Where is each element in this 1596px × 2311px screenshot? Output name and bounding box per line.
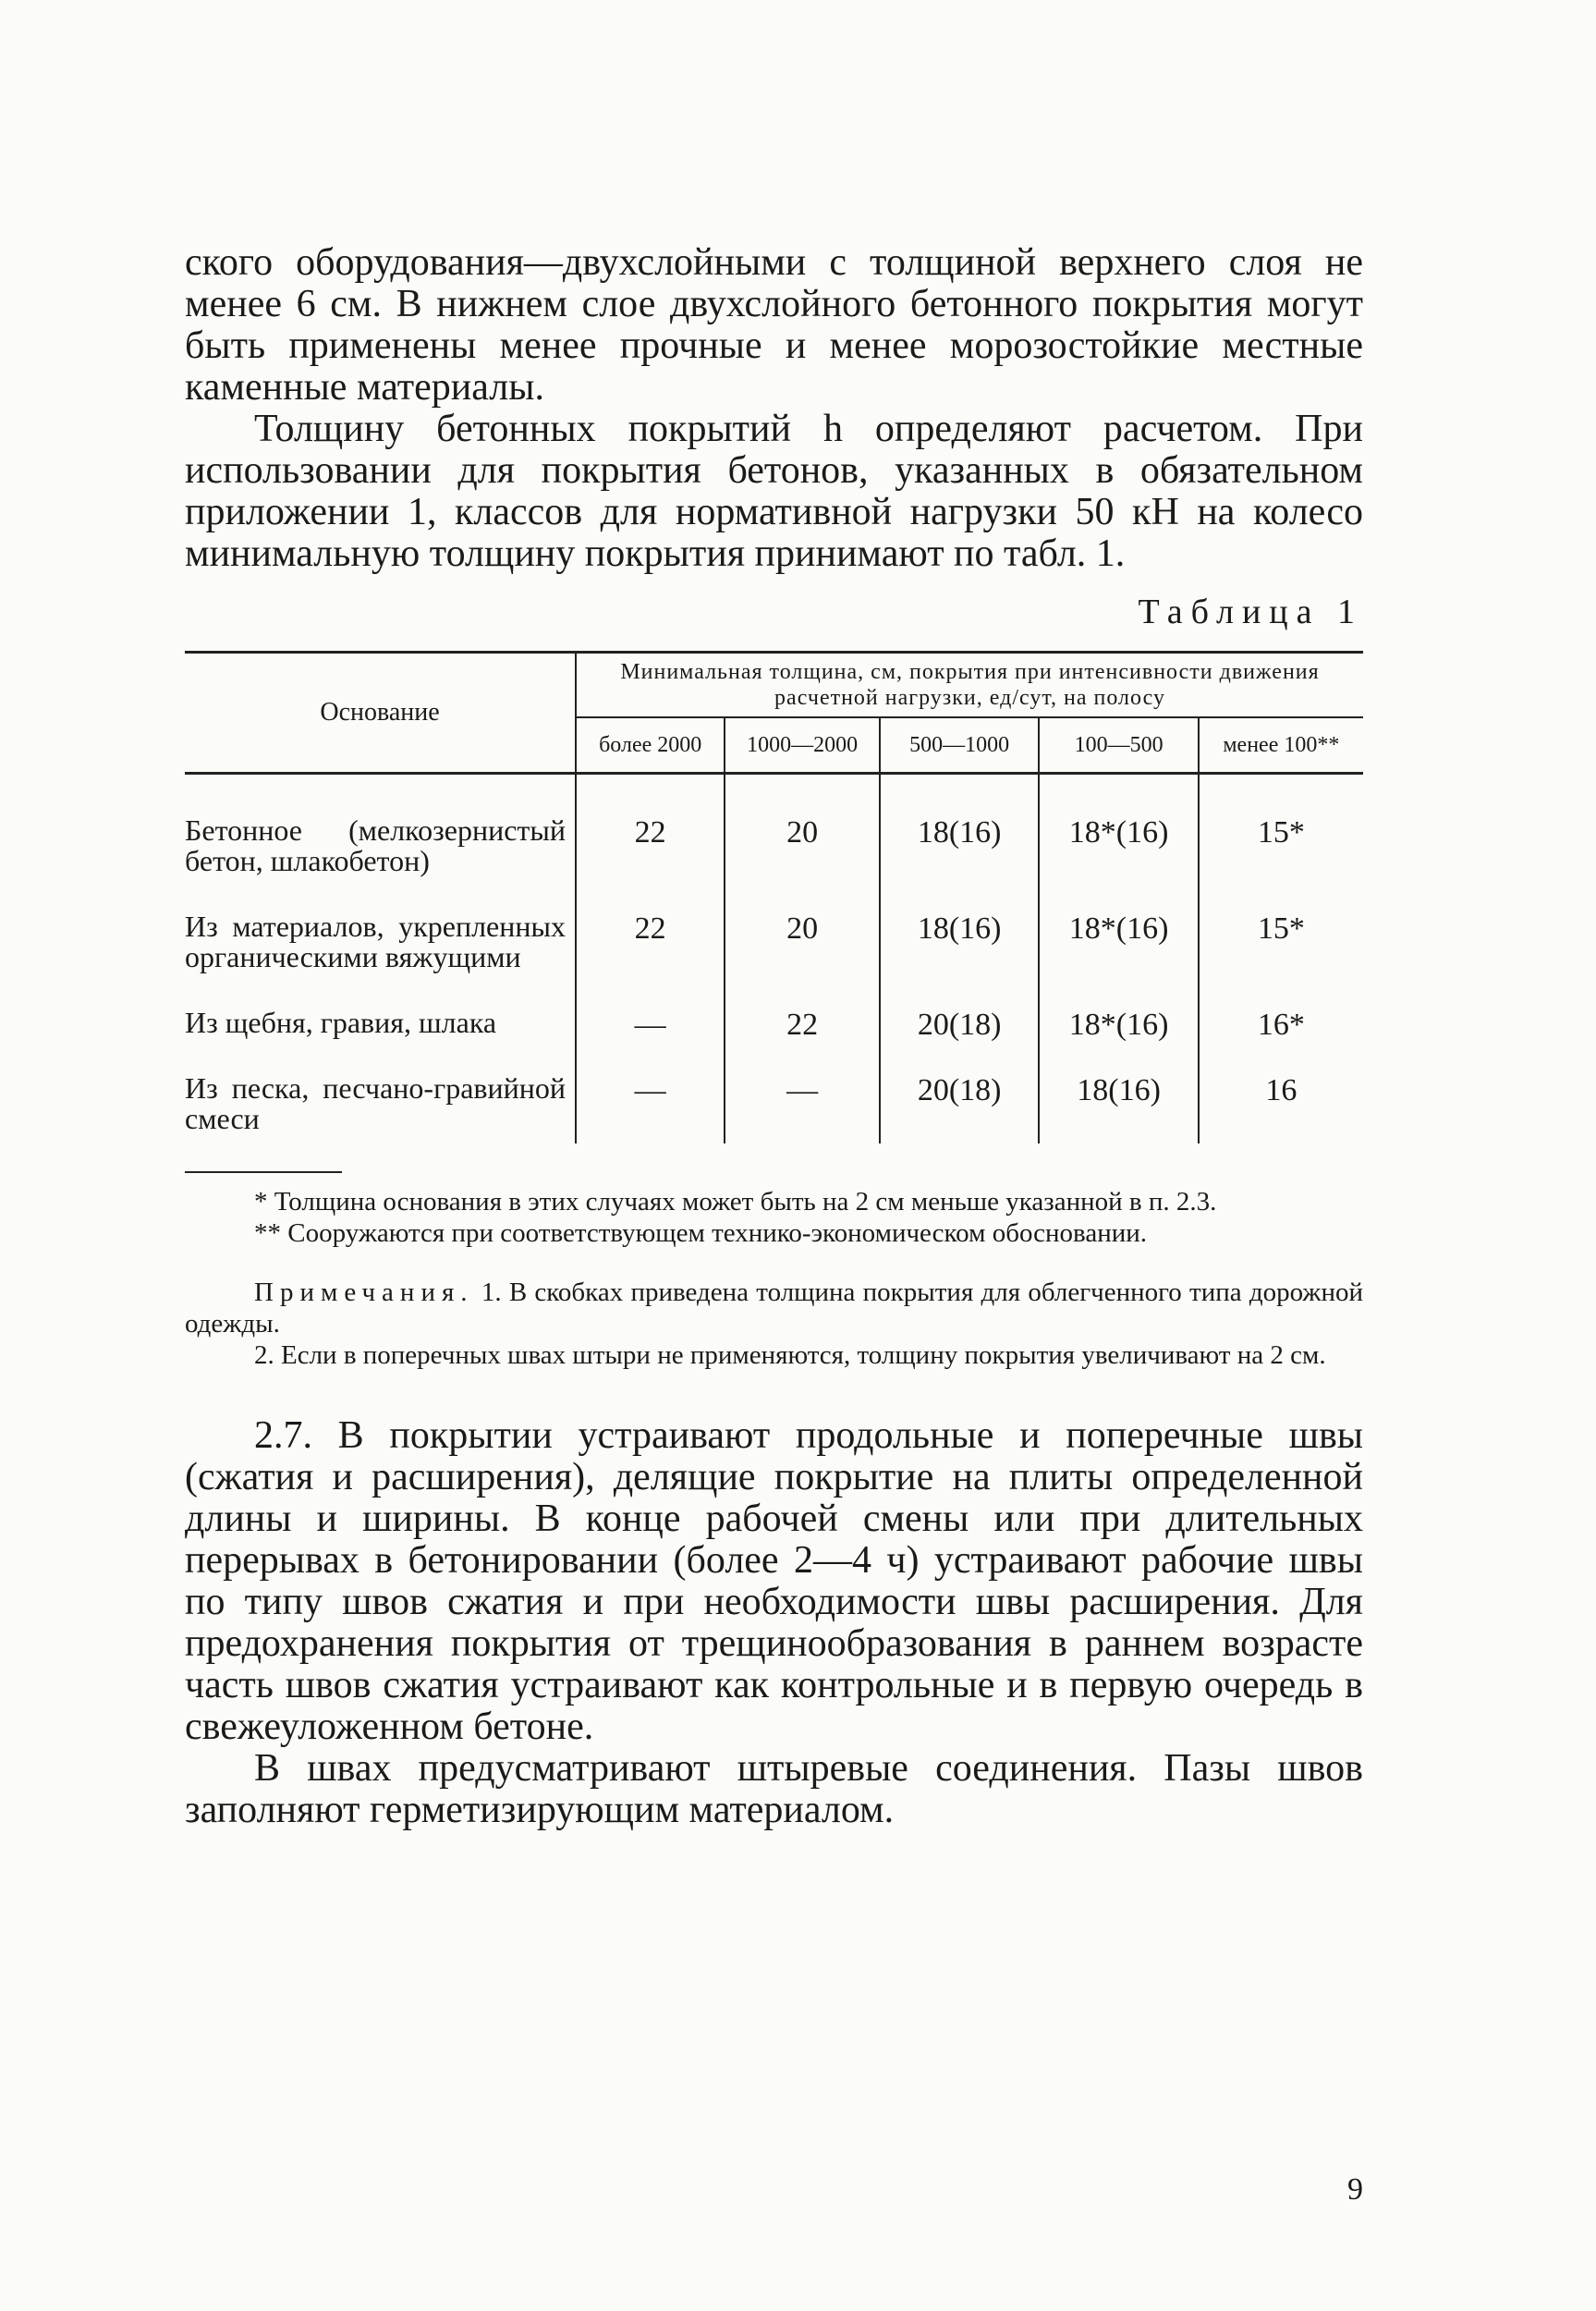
- document-page: [185, 242, 1363, 1831]
- table-cell: 18(16): [1039, 1047, 1198, 1143]
- table-cell: 18*(16): [1039, 774, 1198, 886]
- header-col-1: более 2000: [576, 717, 725, 774]
- header-col-5: менее 100**: [1199, 717, 1363, 774]
- table-row: [185, 982, 1363, 1047]
- table-cell: 22: [725, 982, 879, 1047]
- header-col-3: 500—1000: [880, 717, 1040, 774]
- header-col-4: 100—500: [1039, 717, 1198, 774]
- section-paragraph-2: В швах предусматривают штыревые соединения. Пазы швов заполняют герметизирующим материалом.: [185, 1747, 1363, 1831]
- intro-paragraph-2: Толщину бетонных покрытий h определяют расчетом. При использовании для покрытия бетонов, указанных в обязательном приложении 1, классов для нормативной нагрузки 50 кН на колесо минимальную толщину покрытия принимают по табл. 1.: [185, 408, 1363, 575]
- table-row: [185, 774, 1363, 886]
- table-cell: 20(18): [880, 982, 1040, 1047]
- table-row: [185, 886, 1363, 982]
- note-2: 2. Если в поперечных швах штыри не применяются, толщину покрытия увеличивают на 2 см.: [254, 1340, 1326, 1370]
- note-1-text: 1. В скобках приведена толщина покрытия для облегченного типа дорожной одежды.: [185, 1278, 1364, 1339]
- table-row: [185, 1047, 1363, 1143]
- table-cell: 18(16): [880, 886, 1040, 982]
- table-cell: —: [576, 982, 725, 1047]
- table-caption: Таблица 1: [1138, 593, 1363, 631]
- header-base: Основание: [185, 653, 576, 774]
- note-1: [185, 1277, 1363, 1339]
- table-cell: —: [576, 1047, 725, 1143]
- page-number: 9: [1347, 2172, 1363, 2207]
- intro-paragraph-1: ского оборудования—двухслойными с толщиной верхнего слоя не менее 6 см. В нижнем слое двухслойного бетонного покрытия могут быть применены менее прочные и менее морозостойкие местные каменные материалы.: [185, 241, 1363, 409]
- table-cell: 15*: [1257, 911, 1305, 946]
- table-cell: —: [725, 1047, 879, 1143]
- section-paragraph-1: 2.7. В покрытии устраивают продольные и поперечные швы (сжатия и расширения), делящие покрытие на плиты определенной длины и ширины. В конце рабочей смены или при длительных перерывах в бетонировании (более 2—4 ч) устраивают рабочие швы по типу швов сжатия и при необходимости швы расширения. Для предохранения покрытия от трещинообразования в раннем возрасте часть швов сжатия устраивают как контрольные и в первую очередь в свежеуложенном бетоне.: [185, 1414, 1363, 1748]
- row-base: Из материалов, укрепленных органическими вяжущими: [185, 886, 576, 982]
- thickness-table: [185, 651, 1363, 1143]
- header-col-2: 1000—2000: [725, 717, 879, 774]
- table-cell: 22: [576, 886, 725, 982]
- header-group: Минимальная толщина, см, покрытия при интенсивности движения расчетной нагрузки, ед/сут, на полосу: [576, 653, 1363, 718]
- footnote-1: * Толщина основания в этих случаях может быть на 2 см меньше указанной в п. 2.3.: [254, 1187, 1217, 1217]
- row-base: Бетонное (мелкозернистый бетон, шлакобетон): [185, 774, 576, 886]
- table-cell: 22: [576, 774, 725, 886]
- row-base: Из песка, песчано-гравийной смеси: [185, 1047, 576, 1143]
- table-cell: 18(16): [880, 774, 1040, 886]
- table-cell: 18*(16): [1039, 886, 1198, 982]
- footnote-2: ** Сооружаются при соответствующем технико-экономическом обосновании.: [254, 1218, 1148, 1248]
- table-cell: 20: [725, 774, 879, 886]
- table-cell: 16*: [1257, 1008, 1305, 1042]
- notes-label: Примечания.: [254, 1278, 474, 1307]
- table-cell: 20(18): [880, 1047, 1040, 1143]
- table-cell: 16: [1265, 1073, 1298, 1107]
- table-cell: 18*(16): [1039, 982, 1198, 1047]
- row-base: Из щебня, гравия, шлака: [185, 982, 576, 1047]
- footnote-divider: [185, 1171, 342, 1173]
- table-cell: 20: [725, 886, 879, 982]
- table-cell: 15*: [1257, 815, 1305, 850]
